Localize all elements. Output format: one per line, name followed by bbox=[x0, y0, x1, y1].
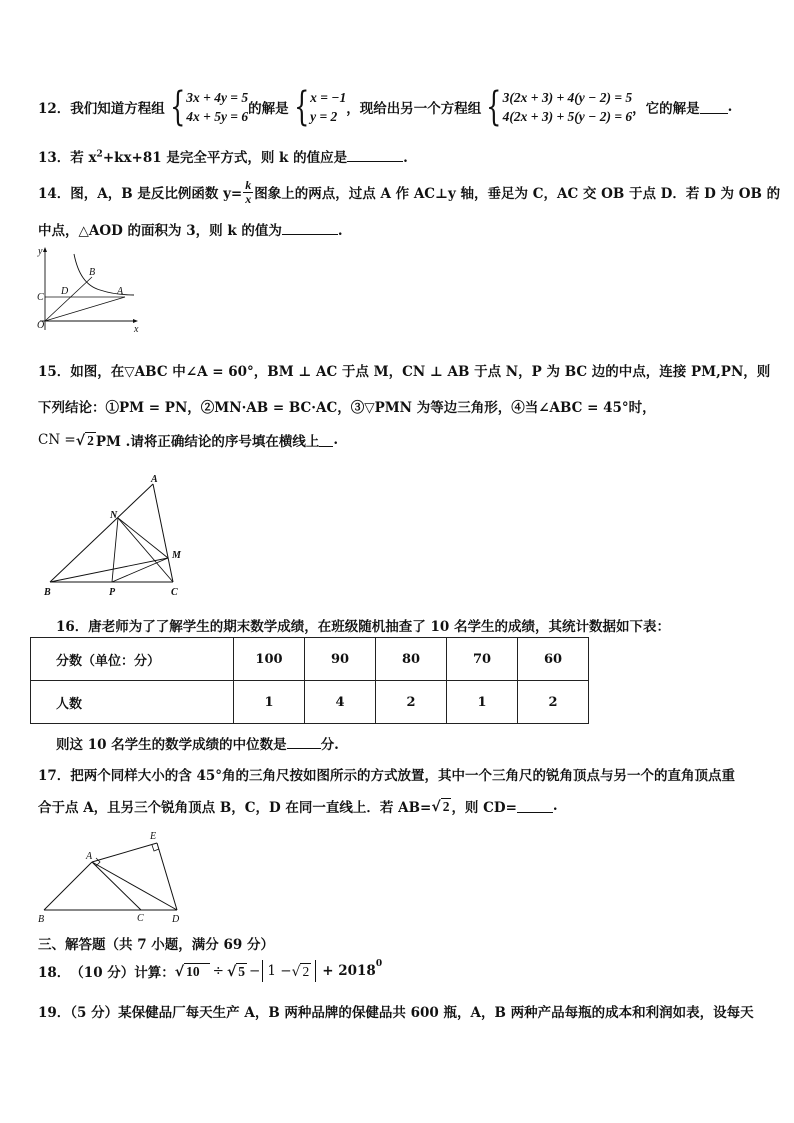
question-text: （5 分）某保健品厂每天生产 A，B 两种品牌的保健品共 600 瓶，A，B 两种产品每瓶的成本和利润如表，设每天 bbox=[70, 1005, 754, 1021]
question-text: ，则 CD= bbox=[451, 800, 517, 816]
question-text: . bbox=[403, 150, 408, 166]
section-title: 三、解答题（共 7 小题，满分 69 分） bbox=[38, 937, 274, 953]
sqrt-2: √ 2 bbox=[75, 432, 94, 449]
superscript: 0 bbox=[375, 959, 383, 969]
question-text: . bbox=[552, 798, 558, 814]
question-14-line-1 bbox=[38, 175, 780, 209]
segment-ob bbox=[45, 277, 92, 321]
segment-cn bbox=[118, 518, 173, 582]
segment-ae bbox=[92, 843, 157, 862]
answer-blank[interactable] bbox=[347, 149, 403, 162]
table-header-cell: 人数 bbox=[31, 681, 234, 724]
sqrt-10: √ 10 bbox=[175, 963, 210, 980]
question-text: 若 x bbox=[70, 150, 97, 166]
table-cell: 80 bbox=[376, 638, 447, 681]
label-n: N bbox=[110, 510, 118, 521]
label-d: D bbox=[61, 286, 69, 297]
question-text: . bbox=[727, 99, 733, 115]
expression-tail: + 2018 bbox=[322, 963, 376, 979]
q17-figure bbox=[34, 826, 194, 926]
segment-ab bbox=[44, 862, 92, 910]
question-text: +kx+81 是完全平方式，则 k 的值应是 bbox=[102, 150, 348, 166]
question-15-line-2 bbox=[38, 396, 656, 416]
answer-blank[interactable] bbox=[319, 434, 333, 447]
table-cell: 100 bbox=[234, 638, 305, 681]
question-14-line-2 bbox=[38, 219, 343, 239]
segment-bm bbox=[50, 558, 168, 582]
operator-minus: − bbox=[249, 963, 261, 979]
question-number: 14． bbox=[38, 186, 71, 202]
answer-blank[interactable] bbox=[282, 222, 338, 235]
question-text: 图，A，B 是反比例函数 y= bbox=[70, 186, 243, 202]
segment-ab bbox=[50, 484, 153, 582]
q15-figure bbox=[40, 472, 190, 602]
table-cell: 4 bbox=[305, 681, 376, 724]
sqrt-2: √ 2 bbox=[291, 963, 310, 980]
label-c: C bbox=[171, 587, 178, 598]
question-text: 我们知道方程组 bbox=[70, 101, 165, 117]
question-17-line-2 bbox=[38, 794, 558, 818]
question-number: 13． bbox=[38, 150, 71, 166]
fraction-k-over-x bbox=[243, 179, 253, 206]
equation-system-2: { 3(2x + 3) + 4(y − 2) = 5 4(2x + 3) + 5(y − 2) = 6 bbox=[486, 84, 633, 130]
question-text: PM .请将正确结论的序号填在横线上 bbox=[95, 434, 320, 450]
segment-oa bbox=[45, 297, 125, 321]
question-number: 16． bbox=[56, 619, 89, 635]
fraction-denominator: x bbox=[245, 191, 252, 206]
equation-row: 4x + 5y = 6 bbox=[186, 109, 249, 124]
label-b: B bbox=[38, 914, 45, 925]
hyperbola-curve bbox=[74, 254, 134, 295]
sqrt-2: √ 2 bbox=[431, 798, 450, 815]
label-c: C bbox=[37, 292, 44, 303]
question-text: 中点，△AOD 的面积为 3，则 k 的值为 bbox=[38, 223, 282, 239]
question-text: 下列结论：①PM = PN，②MN·AB = BC·AC，③▽PMN 为等边三角形，④当∠ABC = 45°时， bbox=[38, 400, 656, 416]
absolute-value bbox=[262, 960, 316, 982]
segment-mn bbox=[118, 518, 168, 558]
equation-row: y = 2 bbox=[310, 109, 338, 124]
segment-pm bbox=[112, 558, 168, 582]
label-m: M bbox=[172, 550, 181, 561]
question-text: . bbox=[337, 223, 343, 239]
table-cell: 90 bbox=[305, 638, 376, 681]
table-cell: 60 bbox=[518, 638, 589, 681]
question-16 bbox=[56, 615, 670, 635]
label-c: C bbox=[137, 913, 144, 924]
label-e: E bbox=[150, 831, 157, 842]
question-text: ，它的解是 bbox=[632, 101, 700, 117]
question-text: ，现给出另一个方程组 bbox=[346, 101, 482, 117]
question-12 bbox=[38, 85, 732, 129]
segment-ad bbox=[92, 862, 177, 910]
segment-pn bbox=[112, 518, 118, 582]
y-axis-arrow bbox=[43, 247, 47, 252]
answer-blank[interactable] bbox=[517, 800, 553, 813]
question-text: 把两个同样大小的含 45°角的三角尺按如图所示的方式放置，其中一个三角尺的锐角顶点与另一个的直角顶点重 bbox=[70, 768, 736, 784]
label-p: P bbox=[109, 587, 116, 598]
question-number: 17． bbox=[38, 768, 71, 784]
question-text: （10 分）计算： bbox=[70, 965, 175, 981]
segment-ac bbox=[153, 484, 173, 582]
table-row bbox=[31, 638, 589, 681]
section-heading bbox=[38, 933, 274, 953]
sqrt-5: √ 5 bbox=[226, 963, 246, 980]
label-a: A bbox=[151, 474, 158, 485]
label-d: D bbox=[172, 914, 180, 925]
label-a: A bbox=[117, 286, 124, 297]
label-y: y bbox=[38, 246, 43, 257]
table-cell: 70 bbox=[447, 638, 518, 681]
answer-blank[interactable] bbox=[287, 736, 321, 749]
label-o: O bbox=[37, 320, 45, 331]
question-19 bbox=[38, 1001, 754, 1021]
equation-row: 3x + 4y = 5 bbox=[186, 90, 249, 105]
table-cell: 2 bbox=[518, 681, 589, 724]
question-15-line-1 bbox=[38, 360, 770, 380]
question-18 bbox=[38, 959, 382, 983]
x-axis-arrow bbox=[133, 319, 138, 323]
question-text: CN = bbox=[38, 432, 76, 448]
equation-row: x = −1 bbox=[310, 90, 347, 105]
question-number: 12． bbox=[38, 101, 71, 117]
question-number: 18． bbox=[38, 965, 71, 981]
question-text: 如图，在▽ABC 中∠A = 60°，BM ⊥ AC 于点 M，CN ⊥ AB 于点 N，P 为 BC 边的中点，连接 PM,PN，则 bbox=[70, 364, 771, 380]
table-cell: 1 bbox=[234, 681, 305, 724]
question-17-line-1 bbox=[38, 764, 735, 784]
q14-figure bbox=[34, 244, 144, 334]
question-text: 的解是 bbox=[248, 101, 289, 117]
solution-system: { x = −1 y = 2 bbox=[293, 84, 347, 130]
superscript: 2 bbox=[96, 149, 103, 160]
equation-row: 4(2x + 3) + 5(y − 2) = 6 bbox=[502, 109, 633, 124]
table-header-cell: 分数（单位：分） bbox=[31, 638, 234, 681]
label-x: x bbox=[134, 324, 139, 334]
question-text: . bbox=[333, 432, 339, 448]
question-text: 合于点 A，且另三个锐角顶点 B，C，D 在同一直线上．若 AB= bbox=[38, 800, 432, 816]
label-a: A bbox=[86, 851, 93, 862]
score-table bbox=[30, 637, 589, 724]
table-row bbox=[31, 681, 589, 724]
fraction-numerator: k bbox=[245, 177, 252, 192]
question-number: 19． bbox=[38, 1005, 71, 1021]
table-cell: 1 bbox=[447, 681, 518, 724]
question-text: 分. bbox=[320, 737, 339, 753]
table-cell: 2 bbox=[376, 681, 447, 724]
question-text: 唐老师为了了解学生的期末数学成绩，在班级随机抽查了 10 名学生的成绩，其统计数据如下表： bbox=[88, 619, 670, 635]
abs-text: 1 − bbox=[267, 963, 292, 979]
question-16-followup bbox=[56, 733, 339, 753]
answer-blank[interactable] bbox=[700, 101, 728, 114]
equation-system-1: { 3x + 4y = 5 4x + 5y = 6 bbox=[169, 84, 249, 130]
label-b: B bbox=[44, 587, 51, 598]
equation-row: 3(2x + 3) + 4(y − 2) = 5 bbox=[502, 90, 633, 105]
question-number: 15． bbox=[38, 364, 71, 380]
operator-divide: ÷ bbox=[212, 963, 224, 979]
question-text: 则这 10 名学生的数学成绩的中位数是 bbox=[56, 737, 287, 753]
question-15-line-3 bbox=[38, 428, 338, 452]
question-text: 图象上的两点，过点 A 作 AC⊥y 轴，垂足为 C，AC 交 OB 于点 D．若 D 为 OB 的 bbox=[254, 186, 781, 202]
question-13 bbox=[38, 146, 408, 166]
label-b: B bbox=[89, 267, 96, 278]
